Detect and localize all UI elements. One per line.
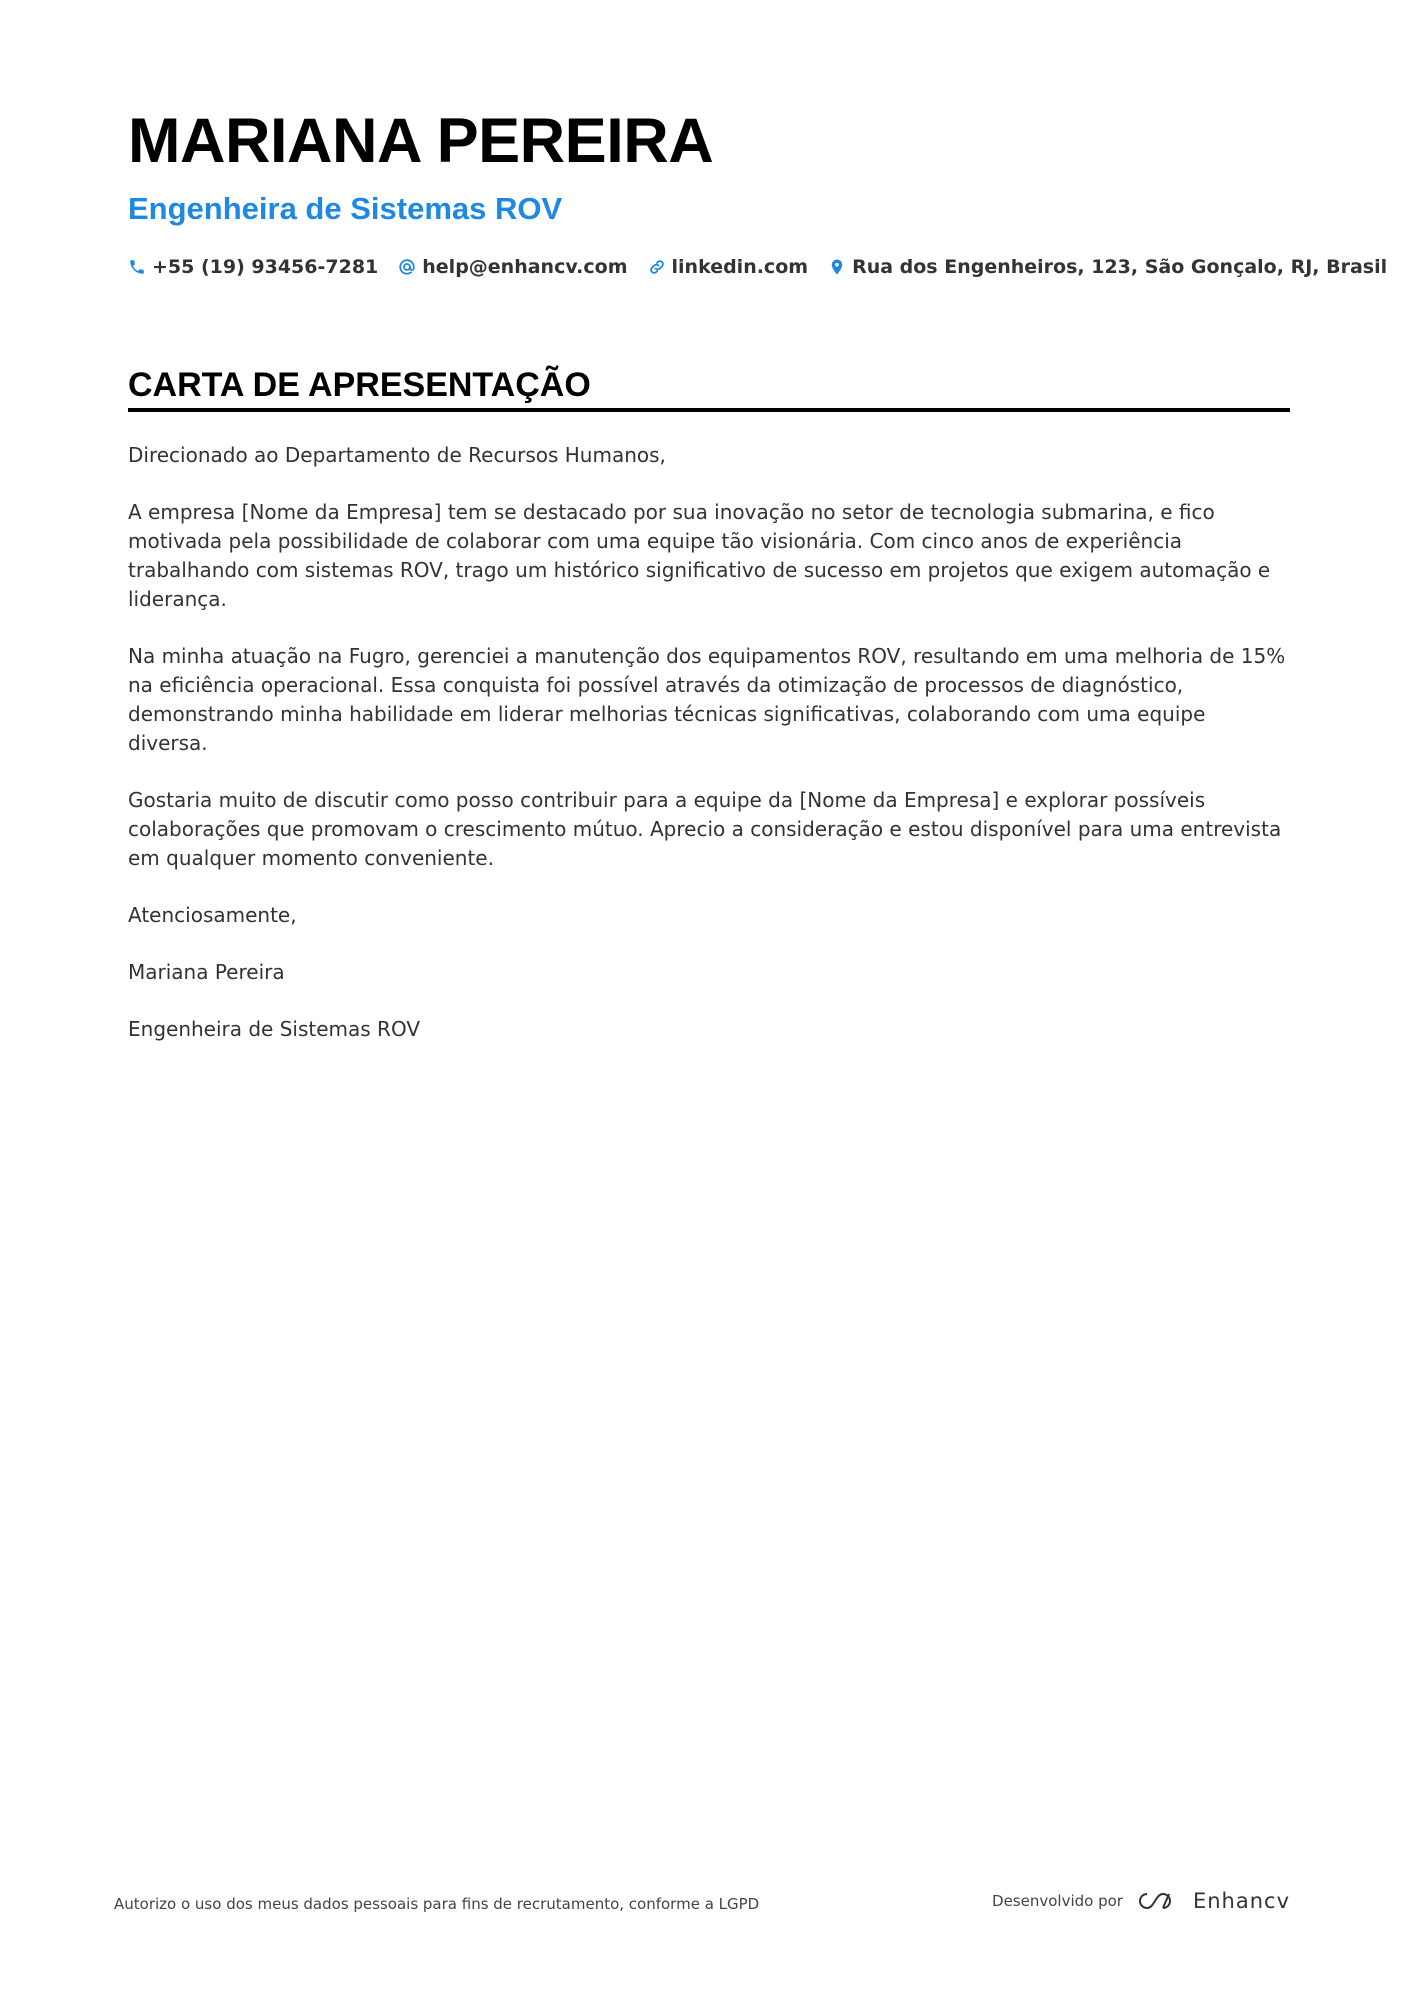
signature-title: Engenheira de Sistemas ROV [128,1017,421,1041]
salutation: Direcionado ao Departamento de Recursos Humanos, [128,443,666,467]
section-title: CARTA DE APRESENTAÇÃO [128,368,1290,412]
phone-text: +55 (19) 93456-7281 [152,256,379,278]
candidate-name: MARIANA PEREIRA [128,106,714,176]
powered-by-label: Desenvolvido por [992,1892,1123,1910]
signature-name: Mariana Pereira [128,960,285,984]
enhancv-logo-icon [1135,1890,1179,1912]
paragraph-experience: Na minha atuação na Fugro, gerenciei a manutenção dos equipamentos ROV, resultando em uma melhoria de 15% na eficiência operacional. Essa conquista foi possível através da otimização de processos de diagnóstico, demonstrando minha habilidade em liderar melhorias técnicas significativas, colaborando com uma equipe diversa. [128,644,1286,755]
address-text: Rua dos Engenheiros, 123, São Gonçalo, RJ, Brasil [852,256,1388,278]
paragraph-intro: A empresa [Nome da Empresa] tem se destacado por sua inovação no setor de tecnologia submarina, e fico motivada pela possibilidade de colaborar com uma equipe tão visionária. Com cinco anos de experiência trabalhando com sistemas ROV, trago um histórico significativo de sucesso em projetos que exigem automação e liderança. [128,500,1271,611]
powered-by [992,1889,1290,1913]
email-text[interactable]: help@enhancv.com [422,256,628,278]
link-icon [648,258,666,276]
contact-linkedin[interactable] [648,256,809,278]
candidate-title: Engenheira de Sistemas ROV [128,191,563,226]
phone-icon [128,258,146,276]
enhancv-brand: Enhancv [1192,1889,1290,1913]
consent-note: Autorizo o uso dos meus dados pessoais para fins de recrutamento, conforme a LGPD [114,1895,760,1913]
at-icon [398,258,416,276]
paragraph-closing: Gostaria muito de discutir como posso contribuir para a equipe da [Nome da Empresa] e explorar possíveis colaborações que promovam o crescimento mútuo. Aprecio a consideração e estou disponível para uma entrevista em qualquer momento conveniente. [128,788,1282,870]
contact-phone [128,256,378,278]
letter-body [128,441,1290,1072]
contact-email[interactable] [398,256,627,278]
sign-off: Atenciosamente, [128,903,297,927]
location-pin-icon [828,258,846,276]
linkedin-text[interactable]: linkedin.com [671,256,809,278]
contact-address [828,256,1387,278]
contact-info [128,256,1407,278]
